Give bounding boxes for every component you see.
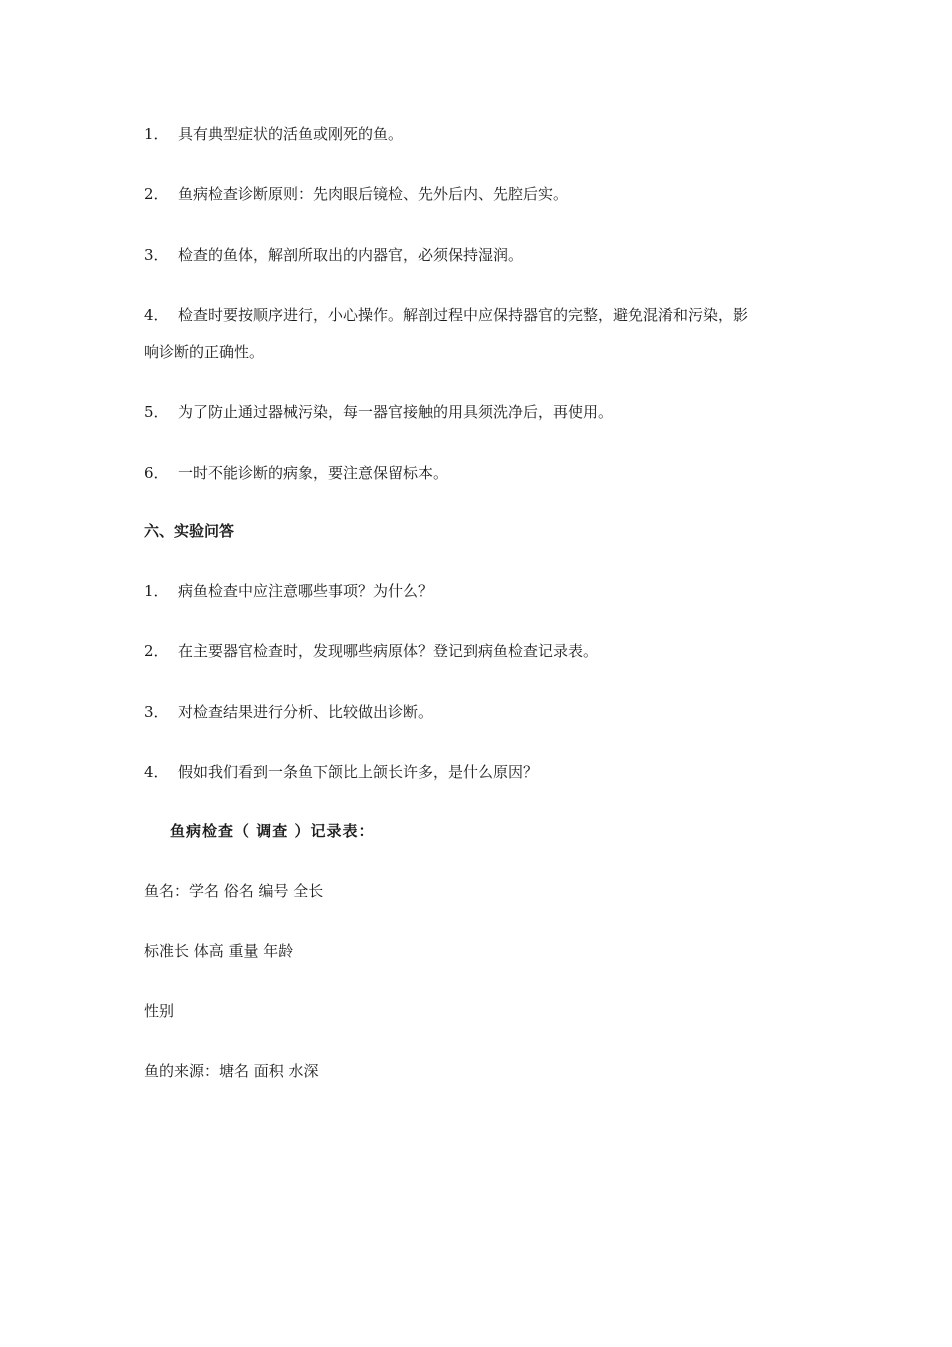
section-heading: 六、实验问答 — [144, 522, 235, 540]
item-text: 在主要器官检查时，发现哪些病原体？登记到病鱼检查记录表。 — [178, 642, 599, 660]
question-item-3 — [144, 702, 433, 722]
record-line-measurements: 标准长 体高 重量 年龄 — [144, 942, 294, 960]
precaution-item-4-continuation — [144, 342, 264, 362]
precaution-item-6 — [144, 463, 448, 483]
record-line-sex: 性别 — [144, 1002, 175, 1020]
record-line-fish-name: 鱼名：学名 俗名 编号 全长 — [144, 882, 324, 900]
item-text: 假如我们看到一条鱼下颌比上颌长许多，是什么原因？ — [178, 763, 539, 781]
precaution-item-3 — [144, 245, 523, 265]
item-text: 检查时要按顺序进行，小心操作。解剖过程中应保持器官的完整，避免混淆和污染，影 — [178, 306, 749, 324]
item-number: 3． — [144, 246, 169, 264]
item-number: 1． — [144, 582, 169, 600]
item-number: 4． — [144, 763, 169, 781]
question-item-2 — [144, 641, 598, 661]
question-item-1 — [144, 581, 433, 601]
item-number: 1． — [144, 125, 169, 143]
item-number: 2． — [144, 185, 169, 203]
item-text: 检查的鱼体，解剖所取出的内器官，必须保持湿润。 — [178, 246, 524, 264]
item-number: 3． — [144, 703, 169, 721]
item-number: 4． — [144, 306, 169, 324]
item-number: 6． — [144, 464, 169, 482]
item-text: 鱼病检查诊断原则：先肉眼后镜检、先外后内、先腔后实。 — [178, 185, 569, 203]
question-item-4 — [144, 762, 538, 782]
precaution-item-2 — [144, 184, 568, 204]
precaution-item-4 — [144, 305, 748, 325]
precaution-item-1 — [144, 124, 403, 144]
item-number: 2． — [144, 642, 169, 660]
item-text: 为了防止通过器械污染，每一器官接触的用具须洗净后，再使用。 — [178, 403, 614, 421]
record-line-source: 鱼的来源：塘名 面积 水深 — [144, 1062, 319, 1080]
item-text-continuation: 响诊断的正确性。 — [144, 343, 265, 361]
item-text: 病鱼检查中应注意哪些事项？为什么？ — [178, 582, 434, 600]
precaution-item-5 — [144, 402, 613, 422]
item-text: 具有典型症状的活鱼或刚死的鱼。 — [178, 125, 404, 143]
item-text: 一时不能诊断的病象，要注意保留标本。 — [178, 464, 449, 482]
item-number: 5． — [144, 403, 169, 421]
item-text: 对检查结果进行分析、比较做出诊断。 — [178, 703, 434, 721]
record-table-title: 鱼病检查（ 调查 ）记录表： — [170, 822, 375, 840]
